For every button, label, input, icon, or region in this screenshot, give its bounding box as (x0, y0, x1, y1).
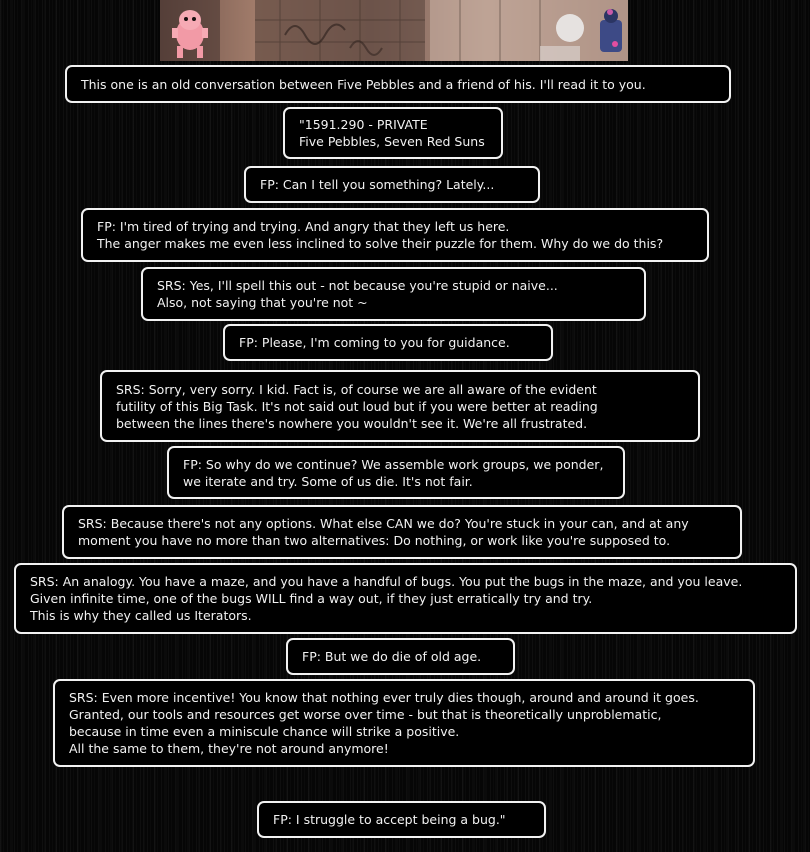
reader-scene-image (160, 0, 628, 61)
dialogue-line: Given infinite time, one of the bugs WILL find a way out, if they just erratically try and try. (30, 591, 593, 606)
dialogue-line: This one is an old conversation between Five Pebbles and a friend of his. I'll read it to you. (81, 76, 646, 92)
dialogue-line: SRS: Because there's not any options. What else CAN we do? You're stuck in your can, and at any (78, 516, 689, 531)
dialogue-line: Granted, our tools and resources get worse over time - but that is theoretically unproblematic, (69, 707, 662, 722)
dialogue-line: SRS: Even more incentive! You know that nothing ever truly dies though, around and around it goes. (69, 690, 699, 705)
dialogue-box-fp (81, 208, 709, 262)
dialogue-box-srs (14, 563, 797, 634)
dialogue-line: FP: But we do die of old age. (302, 649, 482, 664)
dialogue-line: Also, not saying that you're not ~ (157, 295, 368, 310)
dialogue-line: SRS: An analogy. You have a maze, and you have a handful of bugs. You put the bugs in the maze, and you leave. (30, 574, 743, 589)
dialogue-box-srs (53, 679, 755, 767)
dialogue-line: FP: I'm tired of trying and trying. And angry that they left us here. (97, 219, 510, 234)
dialogue-line: because in time even a miniscule chance will strike a positive. (69, 724, 460, 739)
dialogue-box-srs (62, 505, 742, 559)
dialogue-line: futility of this Big Task. It's not said out loud but if you were better at reading (116, 398, 598, 414)
dialogue-line: FP: Can I tell you something? Lately... (260, 177, 495, 192)
dialogue-line: All the same to them, they're not around anymore! (69, 741, 389, 756)
dialogue-line: SRS: Sorry, very sorry. I kid. Fact is, of course we are all aware of the evident (116, 381, 597, 397)
dialogue-line: FP: Please, I'm coming to you for guidance. (239, 335, 510, 350)
dialogue-box-fp (223, 324, 553, 361)
dialogue-line: The anger makes me even less inclined to solve their puzzle for them. Why do we do this? (97, 236, 664, 251)
dialogue-line: FP: So why do we continue? We assemble work groups, we ponder, (183, 456, 604, 472)
dialogue-line: we iterate and try. Some of us die. It's not fair. (183, 473, 473, 489)
dialogue-box-fp (244, 166, 540, 203)
dialogue-box-fp (167, 446, 625, 499)
dialogue-box-fp (257, 801, 546, 838)
dialogue-box-srs (141, 267, 646, 321)
scene-illustration (160, 0, 628, 61)
dialogue-line: Five Pebbles, Seven Red Suns (299, 134, 485, 149)
dialogue-line: "1591.290 - PRIVATE (299, 117, 428, 132)
dialogue-line: This is why they called us Iterators. (30, 608, 252, 623)
slugcat-figure (160, 0, 220, 61)
dialogue-box-header (283, 107, 503, 159)
dialogue-line: SRS: Yes, I'll spell this out - not because you're stupid or naive... (157, 278, 558, 293)
dialogue-line: moment you have no more than two alternatives: Do nothing, or work like you're supposed to. (78, 533, 671, 548)
dialogue-box-intro (65, 65, 731, 103)
dialogue-line: FP: I struggle to accept being a bug." (273, 812, 506, 827)
dialogue-line: between the lines there's nowhere you wouldn't see it. We're all frustrated. (116, 415, 588, 431)
dialogue-box-srs (100, 370, 700, 442)
dialogue-box-fp (286, 638, 515, 675)
